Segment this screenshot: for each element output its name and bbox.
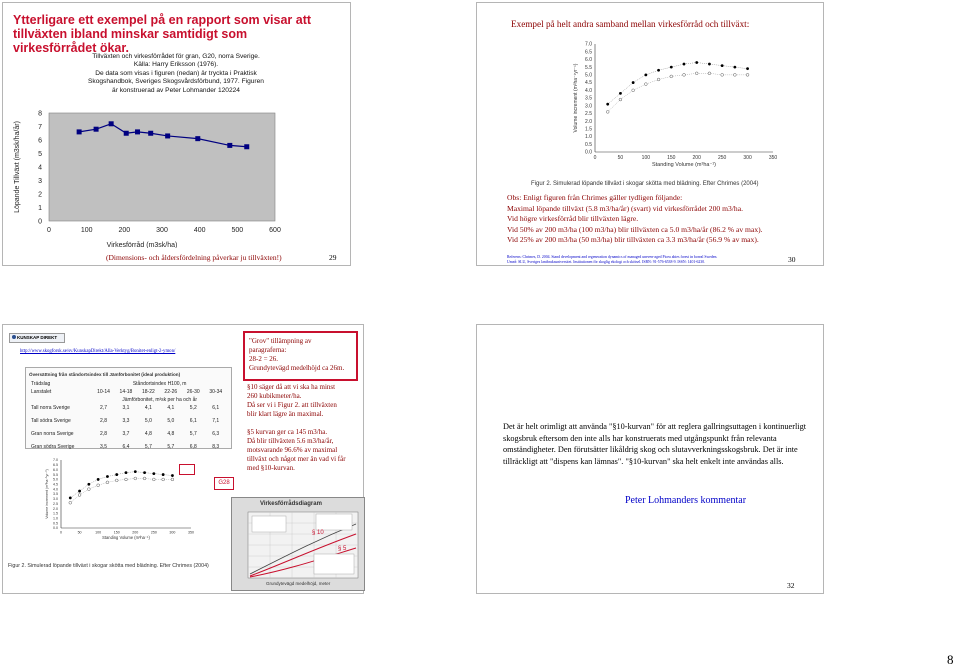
data-point: [135, 129, 140, 134]
data-point-open: [606, 110, 609, 113]
table-cell: Ståndortsindex H100, m: [132, 381, 187, 387]
data-point: [244, 144, 249, 149]
table-cell: 5,7: [167, 444, 175, 450]
slide-32-number: 32: [787, 581, 795, 590]
subtitle-line: Tillväxten och virkesförrådet för gran, G20, norra Sverige.: [92, 53, 260, 60]
data-point-filled: [683, 63, 686, 66]
x-tick-label: 300: [743, 155, 752, 161]
y-tick-label: 2.0: [585, 118, 592, 125]
table-cell: 2,8: [100, 431, 107, 437]
x-tick-label: 600: [269, 227, 281, 234]
table-cell: Trädslag: [31, 381, 51, 387]
page-number: 8: [947, 652, 954, 667]
x-tick-label: 100: [95, 530, 102, 535]
diagram-xlabel: Grundytevägd medelhöjd, meter: [266, 581, 331, 586]
virkesforrad-diagram: [231, 497, 365, 591]
table-cell: 5,0: [167, 418, 175, 424]
table-cell: 5,7: [144, 444, 152, 450]
data-point-open: [670, 75, 673, 78]
slide-29-subtitle: [11, 53, 341, 95]
slide-30-title: Exempel på helt andra samband mellan virkesförråd och tillväxt:: [511, 19, 750, 29]
diagram-note-right: [316, 514, 352, 530]
chart-volume-increment-small: [35, 455, 205, 555]
data-point-open: [87, 488, 90, 491]
data-point-open: [106, 481, 109, 484]
y-tick-label: 0.5: [585, 141, 592, 148]
slide-29-footer: (Dimensions- och åldersfördelning påverkar ju tillväxten!): [106, 253, 282, 262]
x-tick-label: 250: [150, 530, 157, 535]
series-line-open: [70, 478, 172, 502]
x-tick-label: 0: [60, 530, 62, 535]
slide-30-figure-caption: Figur 2. Simulerad löpande tillväxt i skogar skötta med blädning. Efter Chrimes (2004): [531, 181, 759, 187]
g28-label: G28: [214, 477, 234, 490]
slide-29-title: Ytterligare ett exempel på en rapport som visar att tillväxten ibland minskar samtidigt som virkesförrådet ökar.: [13, 13, 312, 55]
table-cell: 4,1: [167, 405, 175, 411]
data-point: [77, 129, 82, 134]
data-point-filled: [97, 478, 100, 481]
x-tick-label: 250: [717, 155, 727, 161]
y-tick-label: 6.0: [585, 57, 592, 64]
table-cell: 5,7: [189, 431, 197, 437]
data-point-open: [746, 73, 749, 76]
data-point-filled: [69, 496, 72, 499]
x-tick-label: 200: [692, 155, 701, 161]
data-point-filled: [78, 490, 81, 493]
slide-30: [476, 2, 824, 266]
table-cell: 10-14: [97, 389, 110, 395]
table-cell: Gran södra Sverige: [31, 444, 75, 450]
quote-line: "Grov" tillämpning av: [249, 337, 312, 345]
y-axis-label: Volume increment (m³ha⁻¹yr⁻¹): [573, 63, 579, 133]
data-point-filled: [721, 64, 724, 67]
table-cell: 5,2: [189, 405, 197, 411]
x-axis-label: Virkesförråd (m3sk/ha): [106, 242, 178, 248]
logo-icon: [12, 335, 16, 339]
points-line: Då blir tillväxten 5.6 m3/ha/år,: [247, 437, 334, 445]
table-cell: Tall södra Sverige: [31, 418, 71, 424]
y-tick-label: 8: [38, 110, 42, 118]
data-point-filled: [134, 470, 137, 473]
data-point-filled: [143, 471, 146, 474]
data-point-filled: [708, 63, 711, 66]
table-cell: 18-22: [141, 389, 155, 395]
y-tick-label: 2: [38, 191, 42, 199]
subtitle-line: är konstruerad av Peter Lohmander 120224: [112, 86, 240, 94]
points-line: blir klart lägre än maximal.: [247, 410, 324, 418]
y-tick-label: 0: [38, 218, 42, 226]
table-cell: 7,1: [212, 418, 220, 424]
y-tick-label: 4.5: [585, 80, 592, 87]
table-cell: 3,1: [122, 405, 130, 411]
table-cell: 6,1: [189, 418, 197, 424]
data-point-filled: [670, 66, 673, 69]
table-cell: 3,5: [100, 444, 107, 450]
table-title: Översättning från ståndortsindex till Jämförbonitet (ideal produktion): [29, 372, 181, 377]
table-cell: Tall norra Sverige: [31, 405, 70, 411]
y-tick-label: 6.0: [53, 467, 58, 472]
slide-32: [476, 324, 824, 594]
data-point-open: [619, 98, 622, 101]
data-point-filled: [87, 483, 90, 486]
data-point-filled: [125, 471, 128, 474]
x-axis-label: Standing Volume (m³ha⁻¹): [651, 162, 717, 168]
y-tick-label: 1.0: [53, 516, 58, 521]
x-tick-label: 200: [118, 227, 131, 234]
y-tick-label: 2.0: [53, 506, 58, 511]
x-tick-label: 150: [113, 530, 120, 535]
quote-line: paragraferna:: [249, 346, 287, 354]
x-tick-label: 0: [47, 227, 51, 234]
table-cell: 4,8: [144, 431, 152, 437]
diagram-note-left: [252, 516, 286, 532]
obs-line: Obs: Enligt figuren från Chrimes gäller tydligen följande:: [507, 193, 683, 202]
data-point-open: [115, 479, 118, 482]
y-tick-label: 4.0: [53, 487, 58, 492]
y-tick-label: 1: [38, 205, 42, 212]
quote-text: [249, 337, 344, 373]
table-cell: 6,1: [212, 405, 220, 411]
quote-line: 28-2 = 26.: [249, 355, 279, 363]
x-tick-label: 0: [593, 155, 597, 161]
data-point: [124, 131, 129, 136]
x-axis-label: Standing Volume (m³ha⁻¹): [102, 535, 150, 541]
x-tick-label: 500: [231, 227, 244, 234]
data-point-open: [134, 477, 137, 480]
y-tick-label: 3: [38, 178, 42, 185]
diagram-note-bottom: [314, 554, 354, 574]
y-tick-label: 6: [38, 137, 42, 145]
obs-line: Vid 50% av 200 m3/ha (100 m3/ha) blir tillväxten ca 5.0 m3/ha/år (86.2 % av max).: [507, 224, 763, 234]
series-line-filled: [70, 472, 172, 498]
table-cell: 14-18: [119, 389, 133, 395]
slide-30-number: 30: [788, 255, 796, 264]
slide-29: [2, 2, 351, 266]
y-tick-label: 5: [38, 151, 42, 158]
x-tick-label: 350: [768, 155, 778, 161]
table-cell: 2,7: [100, 405, 107, 411]
data-point-open: [162, 478, 165, 481]
y-tick-label: 7.0: [585, 41, 592, 48]
obs-line: Maximal löpande tillväxt (5.8 m3/ha/år) (svart) vid virkesförrådet 200 m3/ha.: [507, 203, 743, 213]
table-row: [29, 397, 227, 405]
points-line: Då ser vi i Figur 2. att tillväxten: [247, 401, 337, 409]
data-point-open: [69, 501, 72, 504]
obs-line: Vid 25% av 200 m3/ha (50 m3/ha) blir tillväxten ca 3.3 m3/ha/år (56.9 % av max).: [507, 235, 759, 245]
points-line: 260 kubikmeter/ha.: [247, 392, 302, 400]
slide-30-reference: [507, 255, 797, 265]
table-panel: [25, 367, 232, 449]
y-tick-label: 3.5: [585, 95, 592, 102]
points-line: [247, 419, 361, 428]
table-cell: Lanstalet: [31, 389, 52, 395]
reference-line: Referens: Chrimes, D. 2004. Stand development and regeneration dynamics of managed uneven-aged Picea abies forest in boreal Sweden.: [507, 255, 718, 259]
diagram-label-5: § 5: [338, 546, 347, 552]
slide-32-signature: Peter Lohmanders kommentar: [625, 495, 747, 506]
data-point-filled: [746, 67, 749, 70]
table-cell: 4,1: [144, 405, 152, 411]
y-tick-label: 2.5: [585, 111, 592, 118]
y-axis-label: Löpande Tillväxt (m3sk/ha/år): [14, 121, 21, 213]
kunskap-direkt-logo: [9, 333, 65, 343]
table-cell: 3,3: [122, 418, 130, 424]
points-line: med §10-kurvan.: [247, 464, 295, 472]
plot-area: [49, 113, 275, 221]
y-tick-label: 0.0: [585, 149, 592, 156]
y-tick-label: 0.5: [53, 521, 58, 526]
table-cell: [29, 397, 92, 405]
table-cell: 30-34: [209, 389, 223, 395]
series-line-filled: [608, 63, 748, 105]
table-cell: 6,8: [189, 444, 197, 450]
y-tick-label: 5.5: [53, 472, 58, 477]
y-tick-label: 4.5: [53, 482, 58, 487]
y-tick-label: 3.0: [53, 497, 58, 502]
data-point: [94, 127, 99, 132]
x-tick-label: 300: [169, 530, 176, 535]
table-cell: Gran norra Sverige: [31, 431, 74, 437]
data-point-open: [97, 484, 100, 487]
series-line-open: [608, 73, 748, 112]
y-tick-label: 5.5: [585, 64, 592, 71]
data-point-filled: [171, 474, 174, 477]
diagram-label-10: § 10: [312, 530, 324, 536]
table-cell: 6,4: [122, 444, 130, 450]
subtitle-line: Källa: Harry Eriksson (1976).: [133, 61, 219, 69]
points-line: §10 säger då att vi ska ha minst: [247, 383, 336, 391]
chart-growth-vs-stock: [3, 103, 303, 248]
data-point-filled: [152, 472, 155, 475]
y-tick-label: 7: [38, 124, 42, 131]
table-cell: 3,7: [122, 431, 130, 437]
quote-line: Grundytevägd medelhöjd ca 26m.: [249, 364, 345, 372]
logo-text: KUNSKAP DIREKT: [17, 335, 58, 340]
table-cell: 4,8: [167, 431, 175, 437]
subtitle-line: De data som visas i figuren (nedan) är tryckta i Praktisk: [95, 69, 257, 77]
points-line: §5 kurvan ger ca 145 m3/ha.: [247, 428, 328, 436]
data-point: [195, 136, 200, 141]
data-point-open: [695, 72, 698, 75]
data-point-filled: [619, 92, 622, 95]
reference-line: Umeå: SLU, Sveriges lantbruksuniversitet. Institutionen för skoglig ekologi och skötsel. ISBN: 91-576-6538-9. ISSN: 1401-6230.: [507, 260, 706, 264]
y-tick-label: 2.5: [53, 501, 58, 506]
data-point: [148, 131, 153, 136]
y-axis-label: Volume increment (m³ha⁻¹yr⁻¹): [45, 469, 50, 519]
points-line: motsvarande 96.6% av maximal: [247, 446, 338, 454]
table-cell: 5,0: [144, 418, 152, 424]
data-point-open: [125, 478, 128, 481]
x-tick-label: 100: [641, 155, 651, 161]
y-tick-label: 6.5: [585, 49, 592, 56]
table-row: [29, 431, 227, 444]
data-point: [165, 133, 170, 138]
slide-31: [2, 324, 364, 594]
y-tick-label: 4: [38, 164, 42, 172]
data-point-filled: [106, 475, 109, 478]
table-row: [29, 381, 227, 389]
data-point-open: [733, 73, 736, 76]
table-cell: Jämförbonitet, m³sk per ha och år: [122, 397, 198, 403]
x-tick-label: 350: [188, 530, 194, 535]
quote-box: [243, 331, 358, 381]
table-cell: 22-26: [164, 389, 178, 395]
y-tick-label: 3.0: [585, 103, 592, 110]
table-cell: 26-30: [186, 389, 200, 395]
y-tick-label: 4.0: [585, 87, 592, 94]
y-tick-label: 1.0: [585, 134, 592, 141]
y-tick-label: 3.5: [53, 492, 58, 497]
x-tick-label: 200: [132, 530, 139, 535]
diagram-title: Virkesförrådsdiagram: [260, 501, 322, 507]
data-point-open: [683, 73, 686, 76]
data-point-filled: [606, 103, 609, 106]
table-cell: 8,3: [212, 444, 220, 450]
data-point-open: [78, 494, 81, 497]
diagram-plot: [232, 498, 364, 590]
x-tick-label: 400: [193, 227, 206, 234]
x-tick-label: 50: [617, 155, 624, 161]
y-tick-label: 6.5: [53, 463, 58, 468]
table-cell: 6,3: [212, 431, 220, 437]
data-point-filled: [695, 61, 698, 64]
y-tick-label: 0.0: [53, 526, 58, 531]
data-point-open: [632, 89, 635, 92]
data-point-open: [152, 478, 155, 481]
data-point-open: [143, 477, 146, 480]
data-point-open: [644, 83, 647, 86]
points-text: [247, 383, 361, 473]
data-point-filled: [632, 81, 635, 84]
x-tick-label: 100: [80, 227, 93, 234]
slide-29-number: 29: [329, 253, 337, 262]
table-cell: 2,8: [100, 418, 107, 424]
data-point-filled: [644, 73, 647, 76]
subtitle-line: Skogshandbok, Sveriges Skogsvårdsförbund, 1977. Figuren: [88, 78, 264, 86]
data-point-filled: [162, 473, 165, 476]
points-line: tillväxt och något mer än vad vi får: [247, 455, 346, 463]
data-point-open: [708, 72, 711, 75]
y-tick-label: 7.0: [53, 458, 58, 463]
x-tick-label: 300: [156, 227, 168, 234]
y-tick-label: 5.0: [53, 477, 58, 482]
x-tick-label: 150: [667, 155, 676, 161]
data-point-filled: [115, 473, 118, 476]
x-tick-label: 50: [77, 530, 82, 535]
data-point-open: [171, 478, 174, 481]
table-row: [29, 405, 227, 418]
bonitet-table: [29, 381, 227, 457]
skogforsk-link[interactable]: http://www.skogforsk.se/sv/KunskapDirekt/Alla-Verktyg/Bonitet-enligt-2-ymon/: [20, 349, 176, 354]
table-row: [29, 418, 227, 431]
data-point-open: [721, 73, 724, 76]
data-point: [227, 143, 232, 148]
slide-31-figure-caption: Figur 2. Simulerad löpande tillväxt i skogar skötta med blädning. Efter Chrimes (2004): [8, 563, 209, 569]
slide-30-obs: [507, 193, 817, 246]
table-row: [29, 389, 227, 397]
data-point-filled: [733, 66, 736, 69]
y-tick-label: 1.5: [53, 511, 58, 516]
data-point-filled: [657, 69, 660, 72]
obs-line: Vid högre virkesförråd blir tillväxten lägre.: [507, 214, 639, 224]
slide-32-paragraph: Det är helt orimligt att använda "§10-kurvan" för att reglera gallringsuttagen i kontinuerligt skogsbruk eftersom den inte alls har konstruerats med utgångspunkt från relevanta omständigheter. Den förutsätter likåldrig skog och slutavverkningsskogsbruk. Det är inte tillräckligt att "dispens kan lämnas". "§10-kurvan" ska helt enkelt inte användas alls.: [503, 422, 807, 466]
data-point: [109, 121, 114, 126]
data-point-open: [657, 78, 660, 81]
y-tick-label: 5.0: [585, 72, 592, 79]
y-tick-label: 1.5: [585, 126, 592, 133]
chart-volume-increment: [567, 39, 781, 175]
